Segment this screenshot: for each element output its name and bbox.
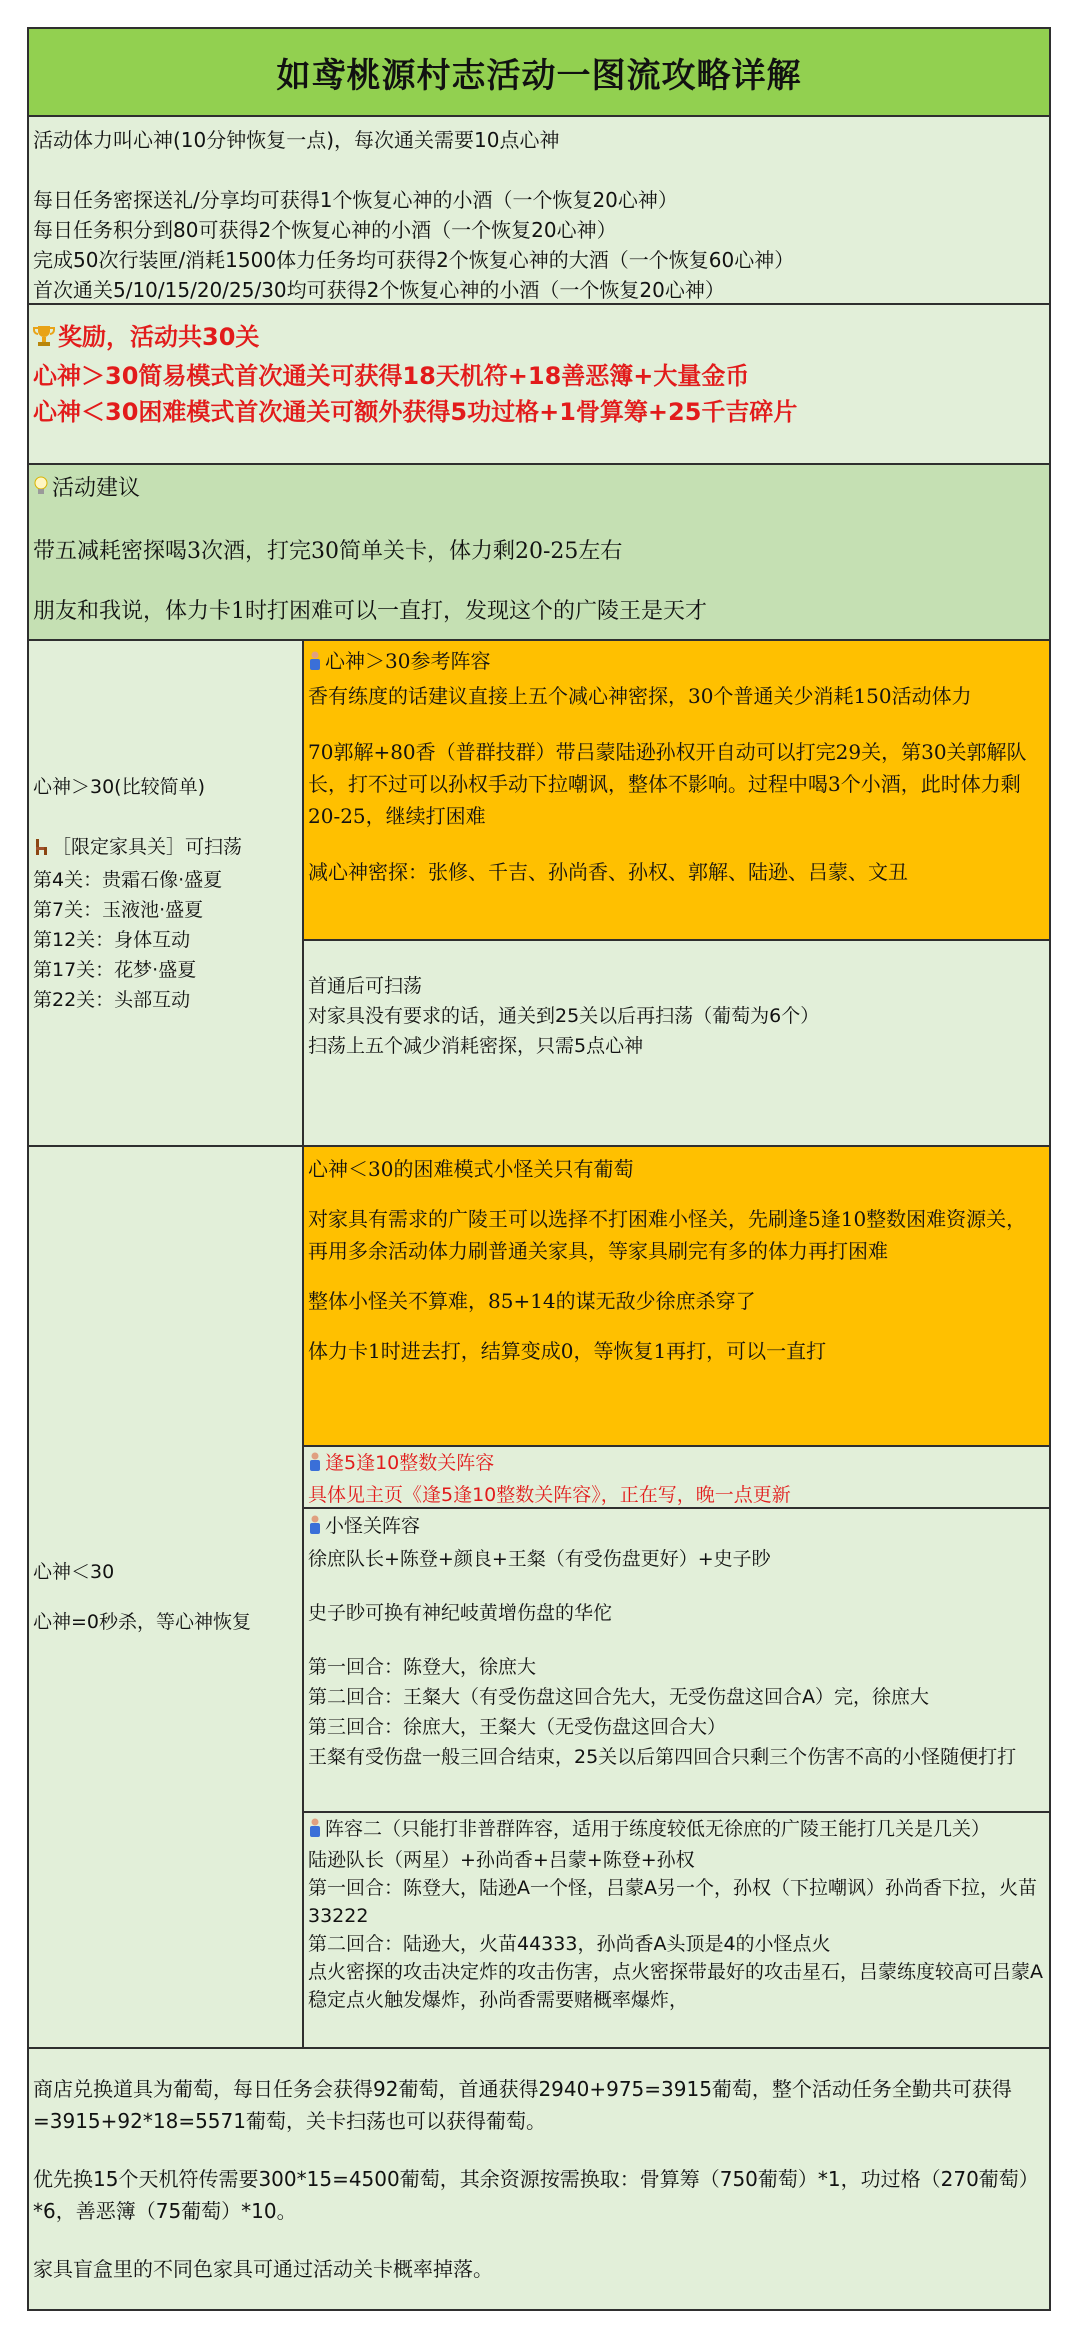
trophy-icon — [33, 322, 55, 358]
guide-sheet — [27, 27, 1051, 2311]
furniture-item: 第17关：花梦·盛夏 — [33, 958, 197, 981]
minion-team-line: 王粲有受伤盘一般三回合结束，25关以后第四回合只剩三个伤害不高的小怪随便打打 — [308, 1746, 1017, 1768]
intro-line: 活动体力叫心神(10分钟恢复一点)，每次通关需要10点心神 — [33, 128, 560, 152]
furniture-item: 第4关：贵霜石像·盛夏 — [33, 868, 223, 891]
sweep-line: 首通后可扫荡 — [308, 975, 423, 997]
minion-round: 第一回合：陈登大，徐庶大 — [308, 1656, 537, 1678]
furniture-heading: ［限定家具关］可扫荡 — [52, 835, 243, 858]
boss-team-heading: 逢5逢10整数关阵容 — [325, 1452, 495, 1474]
person-icon — [308, 1514, 322, 1544]
easy-team-heading: 心神＞30参考阵容 — [325, 649, 491, 673]
intro-line: 首次通关5/10/15/20/25/30均可获得2个恢复心神的小酒（一个恢复20心神） — [33, 278, 725, 302]
easy-mode-label-cell — [29, 641, 304, 1145]
boss-team-line: 具体见主页《逢5逢10整数关阵容》，正在写，晚一点更新 — [308, 1484, 791, 1506]
minion-team-line: 徐庶队长+陈登+颜良+王粲（有受伤盘更好）+史子眇 — [308, 1548, 771, 1570]
team-two-round: 第二回合：陆逊大，火苗44333，孙尚香A头顶是4的小怪点火 — [308, 1933, 831, 1955]
tips-line: 带五减耗密探喝3次酒，打完30简单关卡，体力剩20-25左右 — [33, 539, 623, 564]
furniture-item: 第12关：身体互动 — [33, 928, 191, 951]
tips-heading: 活动建议 — [52, 476, 141, 501]
minion-round: 第三回合：徐庶大，王粲大（无受伤盘这回合大） — [308, 1716, 727, 1738]
boss-team-cell — [304, 1447, 1049, 1509]
furniture-item: 第22关：头部互动 — [33, 988, 191, 1011]
intro-line: 完成50次行装匣/消耗1500体力任务均可获得2个恢复心神的大酒（一个恢复60心神） — [33, 248, 795, 272]
minion-round: 第二回合：王粲大（有受伤盘这回合先大，无受伤盘这回合A）完，徐庶大 — [308, 1686, 929, 1708]
easy-team-line: 香有练度的话建议直接上五个减心神密探，30个普通关少消耗150活动体力 — [308, 684, 972, 708]
reward-heading: 奖励，活动共30关 — [58, 323, 260, 351]
shop-line: 优先换15个天机符传需要300*15=4500葡萄，其余资源按需换取：骨算筹（750葡萄）*1，功过格（270葡萄）*6，善恶簿（75葡萄）*10。 — [33, 2167, 1039, 2223]
easy-team-cell — [304, 641, 1049, 941]
team-two-line: 陆逊队长（两星）+孙尚香+吕蒙+陈登+孙权 — [308, 1849, 695, 1871]
sweep-line: 对家具没有要求的话，通关到25关以后再扫荡（葡萄为6个） — [308, 1005, 820, 1027]
easy-mode-label: 心神＞30(比较简单) — [33, 775, 206, 798]
minion-team-heading: 小怪关阵容 — [325, 1515, 421, 1537]
person-icon — [308, 1818, 322, 1846]
minion-team-line: 史子眇可换有神纪岐黄增伤盘的华佗 — [308, 1602, 613, 1624]
furniture-item: 第7关：玉液池·盛夏 — [33, 898, 204, 921]
person-icon — [308, 648, 322, 680]
shop-section — [29, 2049, 1049, 2309]
tips-line: 朋友和我说，体力卡1时打困难可以一直打，发现这个的广陵王是天才 — [33, 599, 707, 624]
intro-line: 每日任务密探送礼/分享均可获得1个恢复心神的小酒（一个恢复20心神） — [33, 188, 678, 212]
chair-icon — [33, 835, 49, 865]
team-two-cell — [304, 1813, 1049, 2047]
shop-line: 家具盲盒里的不同色家具可通过活动关卡概率掉落。 — [33, 2257, 493, 2281]
hard-mode-section — [29, 1147, 1049, 2049]
hard-mode-label: 心神＜30 — [33, 1561, 115, 1583]
reward-line: 心神＞30简易模式首次通关可获得18天机符+18善恶簿+大量金币 — [33, 362, 750, 390]
hard-line: 心神＜30的困难模式小怪关只有葡萄 — [308, 1157, 634, 1181]
hard-line: 整体小怪关不算难，85+14的谋无敌少徐庶杀穿了 — [308, 1289, 756, 1313]
shop-line: 商店兑换道具为葡萄，每日任务会获得92葡萄，首通获得2940+975=3915葡萄，整个活动任务全勤共可获得=3915+92*18=5571葡萄，关卡扫荡也可以获得葡萄。 — [33, 2077, 1012, 2133]
team-two-heading: 阵容二（只能打非普群阵容，适用于练度较低无徐庶的广陵王能打几关是几关） — [325, 1818, 991, 1840]
reward-line: 心神＜30困难模式首次通关可额外获得5功过格+1骨算筹+25千吉碎片 — [33, 398, 798, 426]
reward-section — [29, 305, 1049, 465]
team-two-line: 点火密探的攻击决定炸的攻击伤害，点火密探带最好的攻击星石，吕蒙练度较高可吕蒙A稳定点火触发爆炸，孙尚香需要赌概率爆炸， — [308, 1961, 1043, 2011]
page-title: 如鸢桃源村志活动一图流攻略详解 — [29, 29, 1049, 117]
sweep-line: 扫荡上五个减少消耗密探，只需5点心神 — [308, 1035, 644, 1057]
easy-team-line: 减心神密探：张修、千吉、孙尚香、孙权、郭解、陆逊、吕蒙、文丑 — [308, 860, 908, 884]
intro-section — [29, 117, 1049, 305]
hard-mode-label-cell — [29, 1147, 304, 2047]
hard-info-cell — [304, 1147, 1049, 1447]
easy-sweep-cell — [304, 941, 1049, 1145]
lightbulb-icon — [33, 476, 49, 508]
hard-line: 体力卡1时进去打，结算变成0，等恢复1再打，可以一直打 — [308, 1339, 827, 1363]
hard-mode-note: 心神=0秒杀，等心神恢复 — [33, 1611, 252, 1633]
easy-team-line: 70郭解+80香（普群技群）带吕蒙陆逊孙权开自动可以打完29关，第30关郭解队长，打不过可以孙权手动下拉嘲讽，整体不影响。过程中喝3个小酒，此时体力剩20-25，继续打困难 — [308, 740, 1027, 828]
easy-mode-section — [29, 641, 1049, 1147]
person-icon — [308, 1452, 322, 1481]
intro-line: 每日任务积分到80可获得2个恢复心神的小酒（一个恢复20心神） — [33, 218, 617, 242]
team-two-round: 第一回合：陈登大，陆逊A一个怪，吕蒙A另一个，孙权（下拉嘲讽）孙尚香下拉，火苗33222 — [308, 1877, 1037, 1927]
tips-section — [29, 465, 1049, 641]
minion-team-cell — [304, 1509, 1049, 1813]
hard-line: 对家具有需求的广陵王可以选择不打困难小怪关，先刷逢5逢10整数困难资源关，再用多余活动体力刷普通关家具，等家具刷完有多的体力再打困难 — [308, 1207, 1027, 1263]
